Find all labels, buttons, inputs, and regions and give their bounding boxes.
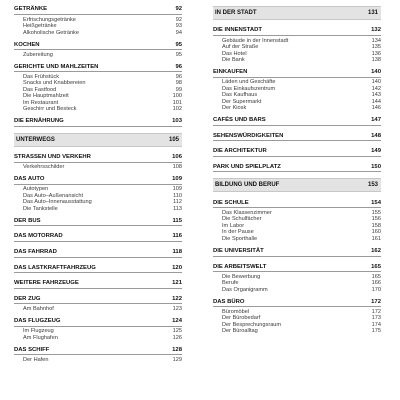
section-title: DER ZUG xyxy=(14,295,41,302)
subsection-title: Die Hauptmahlzeit xyxy=(23,93,69,100)
section-title: EINKAUFEN xyxy=(213,69,248,75)
section-heading-row xyxy=(213,199,381,206)
page-number: 143 xyxy=(371,92,381,99)
page-number: 174 xyxy=(371,321,381,328)
section-heading-row xyxy=(14,41,182,48)
section-title: DAS MOTORRAD xyxy=(14,233,63,240)
subsection-title: Alkoholische Getränke xyxy=(23,29,79,36)
section-rule xyxy=(14,225,182,226)
subsection-title: Büromöbel xyxy=(222,308,250,315)
page-number: 142 xyxy=(371,85,381,92)
part-header xyxy=(213,6,381,20)
page-number: 136 xyxy=(371,50,381,57)
section-rule xyxy=(14,354,182,355)
section-rule xyxy=(213,207,381,208)
section-rule xyxy=(213,77,381,78)
page-number: 113 xyxy=(173,205,182,212)
subsection-title: Geschirr und Besteck xyxy=(23,106,77,113)
section-rule xyxy=(14,272,182,273)
page-number: 129 xyxy=(172,356,182,363)
part-title: BILDUNG UND BERUF xyxy=(215,182,280,189)
subsection-title: Der Kiosk xyxy=(222,105,247,112)
page-number: 99 xyxy=(175,86,182,93)
subsection-title: Das Hotel xyxy=(222,50,247,57)
section-heading-row xyxy=(14,264,182,271)
page-number: 166 xyxy=(371,280,381,287)
subsection-title: Im Flugzeug xyxy=(23,328,54,335)
section-title: DIE ERNÄHRUNG xyxy=(14,118,64,125)
page-number: 161 xyxy=(371,235,381,242)
page-number: 124 xyxy=(172,317,182,324)
subsection-title: Das Klassenzimmer xyxy=(222,209,272,216)
part-title: UNTERWEGS xyxy=(16,136,55,143)
page-number: 106 xyxy=(172,154,182,161)
subsection-title: Läden und Geschäfte xyxy=(222,79,276,86)
page-number: 109 xyxy=(172,176,182,183)
section-rule xyxy=(213,125,381,126)
page-number: 154 xyxy=(371,199,381,206)
page-number: 146 xyxy=(371,105,381,112)
page-number: 93 xyxy=(175,23,182,29)
subsection-title: Die Schulfächer xyxy=(222,216,262,223)
page-number: 101 xyxy=(172,99,182,106)
section-rule xyxy=(213,271,381,272)
page-number: 134 xyxy=(371,37,381,44)
part-header xyxy=(213,178,381,192)
page-number: 95 xyxy=(175,51,182,58)
section-heading-row xyxy=(213,248,381,255)
section-heading-row xyxy=(14,6,182,13)
section-heading-row xyxy=(14,346,182,353)
section-rule xyxy=(213,171,381,172)
page-number: 98 xyxy=(175,80,182,87)
page-number: 95 xyxy=(175,41,182,48)
subsection-title: Am Flughafen xyxy=(23,334,58,341)
page-number: 120 xyxy=(172,264,182,271)
page-number: 94 xyxy=(175,29,182,36)
subsection-title: Zubereitung xyxy=(23,51,53,58)
page-number: 135 xyxy=(371,44,381,50)
section-title: WEITERE FAHRZEUGE xyxy=(14,280,79,287)
section-rule xyxy=(14,326,182,327)
section-rule xyxy=(14,288,182,289)
page-number: 110 xyxy=(173,192,182,199)
subsection-row xyxy=(213,236,381,243)
section-rule xyxy=(14,303,182,304)
part-page-number: 153 xyxy=(367,182,378,189)
section-heading-row xyxy=(14,318,182,325)
section-rule xyxy=(14,14,182,15)
page-number: 162 xyxy=(371,247,381,254)
subsection-row xyxy=(14,206,182,213)
section-rule xyxy=(213,156,381,157)
subsection-row xyxy=(213,105,381,112)
subsection-title: Im Labor xyxy=(222,222,245,229)
page-number: 147 xyxy=(371,117,381,124)
subsection-title: Auf der Straße xyxy=(222,44,259,50)
page-number: 108 xyxy=(172,164,182,171)
subsection-title: Die Bank xyxy=(222,57,245,63)
section-title: CAFÉS UND BARS xyxy=(213,117,266,124)
subsection-row xyxy=(14,52,182,59)
page-number: 172 xyxy=(371,298,381,305)
section-title: KOCHEN xyxy=(14,41,40,48)
section-heading-row xyxy=(14,154,182,161)
part-page-number: 105 xyxy=(168,136,179,143)
section-title: DIE UNIVERSITÄT xyxy=(213,247,264,254)
subsection-title: Das Kaufhaus xyxy=(222,92,258,99)
page-number: 140 xyxy=(371,79,381,86)
subsection-title: In der Pause xyxy=(222,229,254,236)
page-number: 100 xyxy=(172,93,182,100)
subsection-row xyxy=(14,357,182,364)
subsection-title: Berufe xyxy=(222,280,239,287)
page-number: 122 xyxy=(172,295,182,302)
subsection-row xyxy=(14,306,182,313)
page-number: 109 xyxy=(172,186,182,193)
section-heading-row xyxy=(14,280,182,287)
section-title: DER BUS xyxy=(14,217,41,224)
section-heading-row xyxy=(14,63,182,70)
subsection-title: Der Besprechungsraum xyxy=(222,321,282,328)
page-number: 92 xyxy=(175,6,182,13)
section-rule xyxy=(14,126,182,127)
page-number: 126 xyxy=(172,334,182,341)
subsection-title: Das Fastfood xyxy=(23,86,57,93)
subsection-title: Die Bewerbung xyxy=(222,273,261,280)
subsection-title: Autotypen xyxy=(23,186,49,193)
subsection-title: Der Hafen xyxy=(23,356,49,363)
page-number: 132 xyxy=(371,27,381,34)
page-number: 128 xyxy=(172,346,182,353)
section-title: GETRÄNKE xyxy=(14,6,48,13)
subsection-title: Das Auto–Innenausstattung xyxy=(23,199,92,206)
subsection-title: Heißgetränke xyxy=(23,23,57,29)
section-title: DAS AUTO xyxy=(14,176,45,183)
section-rule xyxy=(213,256,381,257)
part-page-number: 131 xyxy=(367,10,378,16)
subsection-title: Am Bahnhof xyxy=(23,305,54,312)
page-number: 125 xyxy=(172,328,182,335)
section-rule xyxy=(213,306,381,307)
page-number: 156 xyxy=(371,216,381,223)
section-title: DIE ARBEITSWELT xyxy=(213,263,267,270)
subsection-title: Verkehrsschilder xyxy=(23,164,65,171)
page-number: 148 xyxy=(371,132,381,139)
subsection-row xyxy=(14,106,182,113)
page-number: 121 xyxy=(172,280,182,287)
page-number: 165 xyxy=(371,273,381,280)
toc-right-column xyxy=(213,6,381,335)
page-number: 155 xyxy=(371,209,381,216)
subsection-row xyxy=(14,30,182,37)
page-number: 116 xyxy=(172,233,182,240)
section-title: DIE INNENSTADT xyxy=(213,27,262,34)
section-rule xyxy=(14,241,182,242)
section-rule xyxy=(14,257,182,258)
section-title: DAS FAHRRAD xyxy=(14,249,57,256)
section-title: GERICHTE UND MAHLZEITEN xyxy=(14,63,99,70)
page-number: 115 xyxy=(172,217,182,224)
subsection-title: Snacks und Knabbereien xyxy=(23,80,86,87)
section-title: DAS SCHIFF xyxy=(14,346,50,353)
section-rule xyxy=(14,162,182,163)
page-number: 175 xyxy=(371,328,381,335)
page-number: 96 xyxy=(175,63,182,70)
subsection-title: Im Restaurant xyxy=(23,99,59,106)
page-number: 103 xyxy=(172,118,182,125)
subsection-title: Das Einkaufszentrum xyxy=(222,85,276,92)
page-number: 96 xyxy=(175,73,182,80)
subsection-title: Das Organigramm xyxy=(222,286,268,293)
section-rule xyxy=(14,184,182,185)
section-heading-row xyxy=(14,217,182,224)
page-number: 144 xyxy=(371,98,381,105)
page-number: 118 xyxy=(172,249,182,256)
toc-left-column xyxy=(14,6,182,363)
subsection-title: Der Supermarkt xyxy=(222,98,262,105)
part-header xyxy=(14,133,182,147)
section-rule xyxy=(213,140,381,141)
subsection-title: Das Frühstück xyxy=(23,73,60,80)
part-title: IN DER STADT xyxy=(215,10,257,16)
page-number: 165 xyxy=(371,263,381,270)
section-heading-row xyxy=(14,249,182,256)
subsection-title: Die Tankstelle xyxy=(23,205,58,212)
page-number: 138 xyxy=(371,57,381,63)
section-title: DAS BÜRO xyxy=(213,298,245,305)
page-number: 150 xyxy=(371,163,381,170)
section-heading-row xyxy=(213,132,381,139)
subsection-title: Die Sporthalle xyxy=(222,235,258,242)
section-heading-row xyxy=(213,69,381,76)
section-heading-row xyxy=(213,163,381,170)
section-title: SEHENSWÜRDIGKEITEN xyxy=(213,132,284,139)
subsection-row xyxy=(213,328,381,335)
subsection-row xyxy=(14,335,182,342)
page-number: 102 xyxy=(172,106,182,113)
page-number: 149 xyxy=(371,148,381,155)
section-title: DAS FLUGZEUG xyxy=(14,317,61,324)
section-rule xyxy=(14,71,182,72)
subsection-row xyxy=(14,164,182,171)
section-heading-row xyxy=(14,176,182,183)
page-number: 123 xyxy=(172,305,182,312)
page-number: 112 xyxy=(173,199,182,206)
page-number: 170 xyxy=(371,286,381,293)
section-rule xyxy=(14,49,182,50)
section-heading-row xyxy=(213,27,381,34)
section-title: PARK UND SPIELPLATZ xyxy=(213,163,281,170)
section-heading-row xyxy=(213,298,381,305)
section-heading-row xyxy=(213,263,381,270)
section-heading-row xyxy=(14,295,182,302)
section-title: DIE SCHULE xyxy=(213,199,249,206)
section-title: DAS LASTKRAFTFAHRZEUG xyxy=(14,264,96,271)
section-heading-row xyxy=(213,117,381,124)
subsection-row xyxy=(213,57,381,64)
page-number: 158 xyxy=(371,222,381,229)
page-number: 172 xyxy=(371,308,381,315)
subsection-title: Erfrischungsgetränke xyxy=(23,16,76,23)
subsection-row xyxy=(213,287,381,294)
section-heading-row xyxy=(213,148,381,155)
section-rule xyxy=(213,35,381,36)
section-heading-row xyxy=(14,118,182,125)
section-title: DIE ARCHITEKTUR xyxy=(213,148,267,155)
subsection-title: Gebäude in der Innenstadt xyxy=(222,37,289,44)
subsection-title: Der Bürobedarf xyxy=(222,315,261,322)
page-number: 140 xyxy=(371,69,381,75)
subsection-title: Das Auto–Außenansicht xyxy=(23,192,84,199)
page-number: 92 xyxy=(175,16,182,23)
section-title: STRASSEN UND VERKEHR xyxy=(14,154,91,161)
section-heading-row xyxy=(14,233,182,240)
page-number: 160 xyxy=(371,229,381,236)
page-number: 173 xyxy=(371,315,381,322)
subsection-title: Der Büroalltag xyxy=(222,328,258,335)
